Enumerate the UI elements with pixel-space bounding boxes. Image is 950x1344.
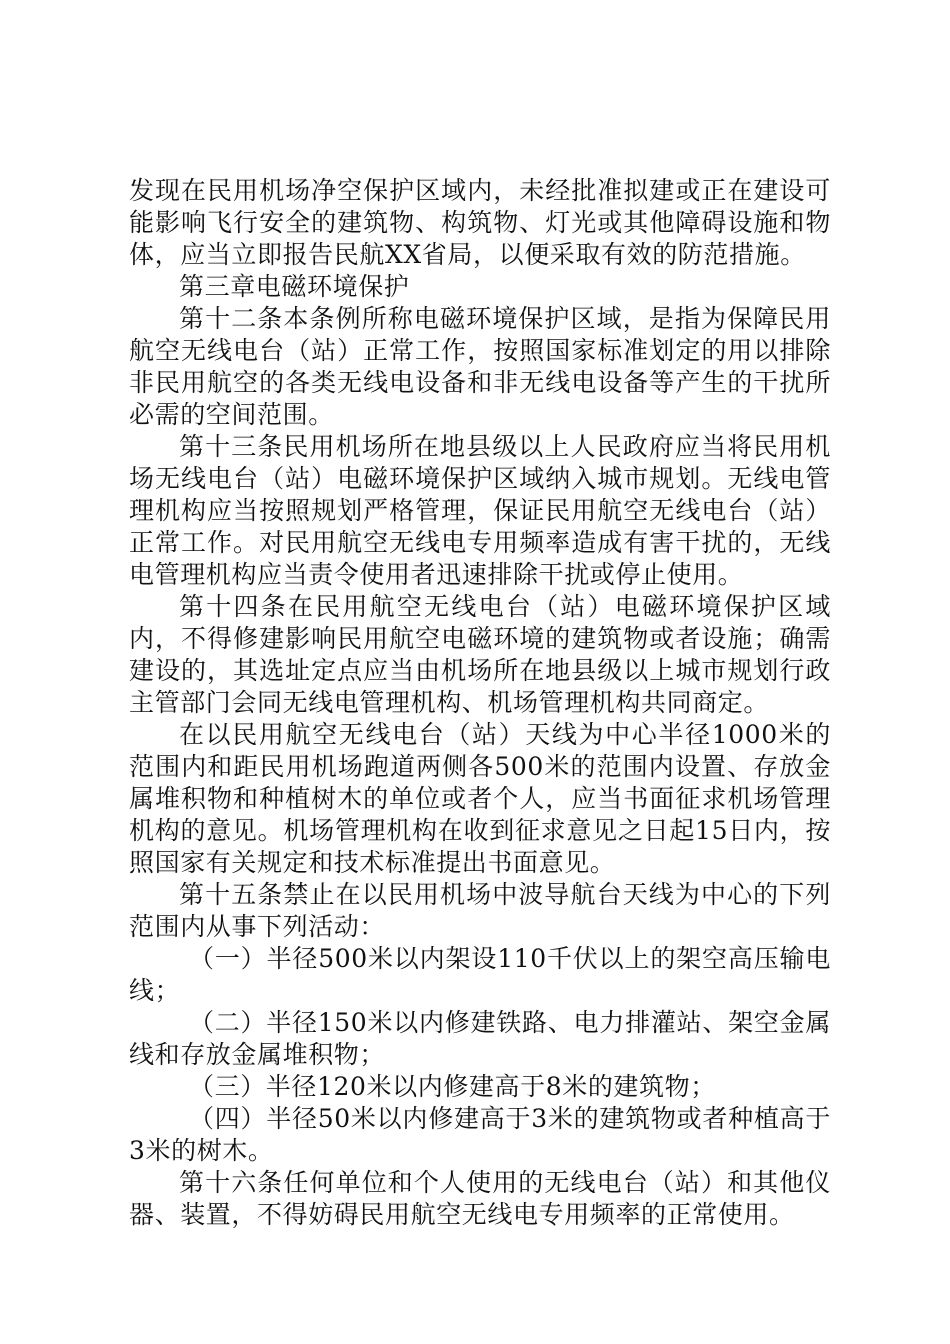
paragraph-airspace-report: 发现在民用机场净空保护区域内，未经批准拟建或正在建设可能影响飞行安全的建筑物、构筑物、灯光或其他障碍设施和物体，应当立即报告民航XX省局，以便采取有效的防范措施。: [129, 176, 831, 269]
article-15-item-1: （一）半径500米以内架设110千伏以上的架空高压输电线；: [129, 944, 831, 1005]
article-12: 第十二条本条例所称电磁环境保护区域，是指为保障民用航空无线电台（站）正常工作，按照国家标准划定的用以排除非民用航空的各类无线电设备和非无线电设备等产生的干扰所必需的空间范围。: [129, 304, 831, 429]
article-14-supplement: 在以民用航空无线电台（站）天线为中心半径1000米的范围内和距民用机场跑道两侧各500米的范围内设置、存放金属堆积物和种植树木的单位或者个人，应当书面征求机场管理机构的意见。机场管理机构在收到征求意见之日起15日内，按照国家有关规定和技术标准提出书面意见。: [129, 720, 831, 877]
article-15-item-4: （四）半径50米以内修建高于3米的建筑物或者种植高于3米的树木。: [129, 1104, 831, 1165]
document-page: [129, 175, 831, 1231]
article-16: 第十六条任何单位和个人使用的无线电台（站）和其他仪器、装置，不得妨碍民用航空无线电专用频率的正常使用。: [129, 1168, 831, 1229]
article-15-item-2: （二）半径150米以内修建铁路、电力排灌站、架空金属线和存放金属堆积物；: [129, 1008, 831, 1069]
article-13: 第十三条民用机场所在地县级以上人民政府应当将民用机场无线电台（站）电磁环境保护区域纳入城市规划。无线电管理机构应当按照规划严格管理，保证民用航空无线电台（站）正常工作。对民用航空无线电专用频率造成有害干扰的，无线电管理机构应当责令使用者迅速排除干扰或停止使用。: [129, 432, 831, 589]
chapter-heading: 第三章电磁环境保护: [179, 272, 410, 301]
article-15-item-3: （三）半径120米以内修建高于8米的建筑物；: [189, 1072, 716, 1101]
article-15: 第十五条禁止在以民用机场中波导航台天线为中心的下列范围内从事下列活动：: [129, 880, 831, 941]
article-14: 第十四条在民用航空无线电台（站）电磁环境保护区域内，不得修建影响民用航空电磁环境的建筑物或者设施；确需建设的，其选址定点应当由机场所在地县级以上城市规划行政主管部门会同无线电管理机构、机场管理机构共同商定。: [129, 592, 831, 717]
